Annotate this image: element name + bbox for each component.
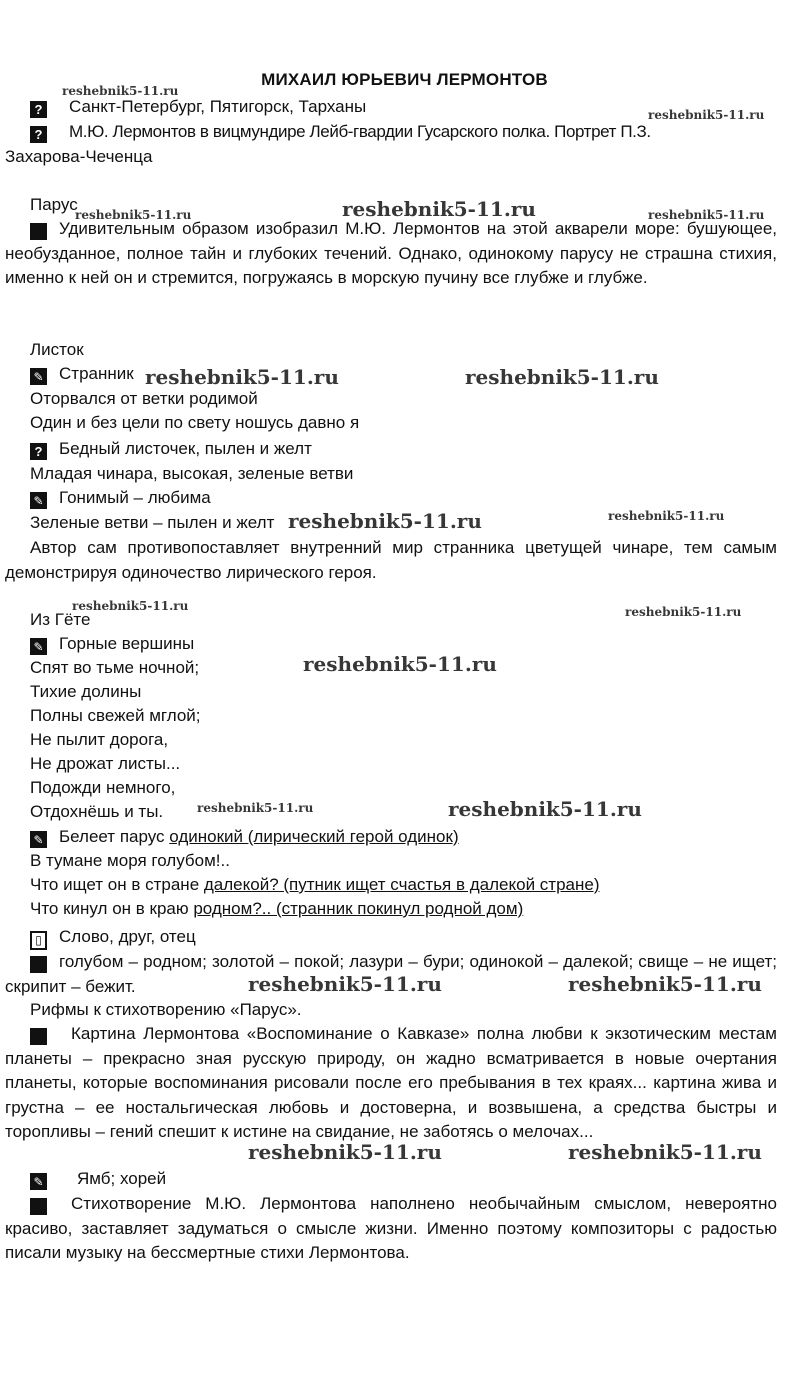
pencil-icon [30,956,47,973]
question-icon [30,101,47,118]
watermark: reshebnik5-11.ru [303,652,497,676]
watermark: reshebnik5-11.ru [288,509,482,533]
poem-line: Не дрожат листы... [30,754,181,773]
poem-line: ✎Белеет парус одинокий (лирический герой одинок) [30,825,459,849]
text-line: Оторвался от ветки родимой [30,389,258,408]
watermark: reshebnik5-11.ru [648,108,765,122]
poem-line: ✎Горные вершины [30,632,194,656]
watermark: reshebnik5-11.ru [145,365,339,389]
section-heading: Из Гёте [30,610,91,629]
section-heading: Парус [30,195,78,214]
watermark: reshebnik5-11.ru [248,1140,442,1164]
watermark: reshebnik5-11.ru [75,208,192,222]
poem-line: Что кинул он в краю родном?.. (странник покинул родной дом) [30,899,524,918]
question-icon [30,126,47,143]
pencil-icon [30,831,47,848]
pencil-icon [30,1173,47,1190]
poem-line: Спят во тьме ночной; [30,658,200,677]
text-line: ?Санкт-Петербург, Пятигорск, Тарханы [30,95,366,119]
question-icon [30,443,47,460]
pencil-icon [30,1198,47,1215]
text-line: Один и без цели по свету ношусь давно я [30,413,360,432]
paragraph: ✎Удивительным образом изобразил М.Ю. Лермонтов на этой акварели море: бушующее, необузданное, полное тайн и глубоких течений. Однако, одинокому парусу не страшна стихия, именно к ней он и стремится, погружаясь в морскую пучину все глубже и глубже. [5,217,777,291]
paragraph: ✎Стихотворение М.Ю. Лермонтова наполнено необычайным смыслом, невероятно красиво, заставляет задуматься о смысле жизни. Именно поэтому композиторы с радостью писали музыку на бессмертные стихи Лермонтова. [5,1192,777,1266]
poem-line: Подожди немного, [30,778,176,797]
watermark: reshebnik5-11.ru [608,509,725,523]
paragraph: ✎голубом – родном; золотой – покой; лазури – бури; одинокой – далекой; свище – не ищет; скрипит – бежит. [5,950,777,999]
page-title: МИХАИЛ ЮРЬЕВИЧ ЛЕРМОНТОВ [261,70,548,89]
pencil-icon [30,638,47,655]
watermark: reshebnik5-11.ru [568,972,762,996]
paragraph: Автор сам противопоставляет внутренний мир странника цветущей чинаре, тем самым демонстрируя одиночество лирического героя. [5,538,777,582]
pencil-icon [30,368,47,385]
paragraph: ✎Картина Лермонтова «Воспоминание о Кавказе» полна любви к экзотическим местам планеты – прекрасно зная русскую природу, он жадно всматривается в новые очертания планеты, которые воспоминания рисовали после его пребывания в тех краях... картина жива и грустна – ее ностальгическая любовь и достоверна, и возвышена, а средства быстры и торопливы – гений спешит к истине на свидание, не заботясь о мелочах... [5,1022,777,1145]
watermark: reshebnik5-11.ru [625,605,742,619]
pencil-icon [30,492,47,509]
watermark: reshebnik5-11.ru [448,797,642,821]
poem-line: В тумане моря голубом!.. [30,851,230,870]
watermark: reshebnik5-11.ru [648,208,765,222]
watermark: reshebnik5-11.ru [568,1140,762,1164]
watermark: reshebnik5-11.ru [72,599,189,613]
poem-line: Полны свежей мглой; [30,706,201,725]
text-line: ?Бедный листочек, пылен и желт [30,437,312,461]
text-line: ✎Странник [30,362,134,386]
text-line: Захарова-Чеченца [5,147,153,166]
watermark: reshebnik5-11.ru [248,972,442,996]
poem-line: Не пылит дорога, [30,730,169,749]
pencil-icon [30,223,47,240]
watermark: reshebnik5-11.ru [342,197,536,221]
text-line: Рифмы к стихотворению «Парус». [30,1000,302,1019]
pencil-icon [30,1028,47,1045]
text-line: Младая чинара, высокая, зеленые ветви [30,464,354,483]
text-line: ▯Слово, друг, отец [30,925,196,950]
poem-line: Что ищет он в стране далекой? (путник ищет счастья в далекой стране) [30,875,600,894]
text-line: Зеленые ветви – пылен и желт [30,513,275,532]
book-icon [30,931,47,950]
poem-line: Тихие долины [30,682,142,701]
watermark: reshebnik5-11.ru [465,365,659,389]
section-heading: Листок [30,340,84,359]
watermark: reshebnik5-11.ru [62,84,179,98]
text-line: ✎Ямб; хорей [30,1167,166,1191]
text-line: ✎Гонимый – любима [30,486,211,510]
poem-line: Отдохнёшь и ты. [30,802,164,821]
watermark: reshebnik5-11.ru [197,801,314,815]
text-line: ?М.Ю. Лермонтов в вицмундире Лейб-гвардии Гусарского полка. Портрет П.З. [30,120,778,144]
